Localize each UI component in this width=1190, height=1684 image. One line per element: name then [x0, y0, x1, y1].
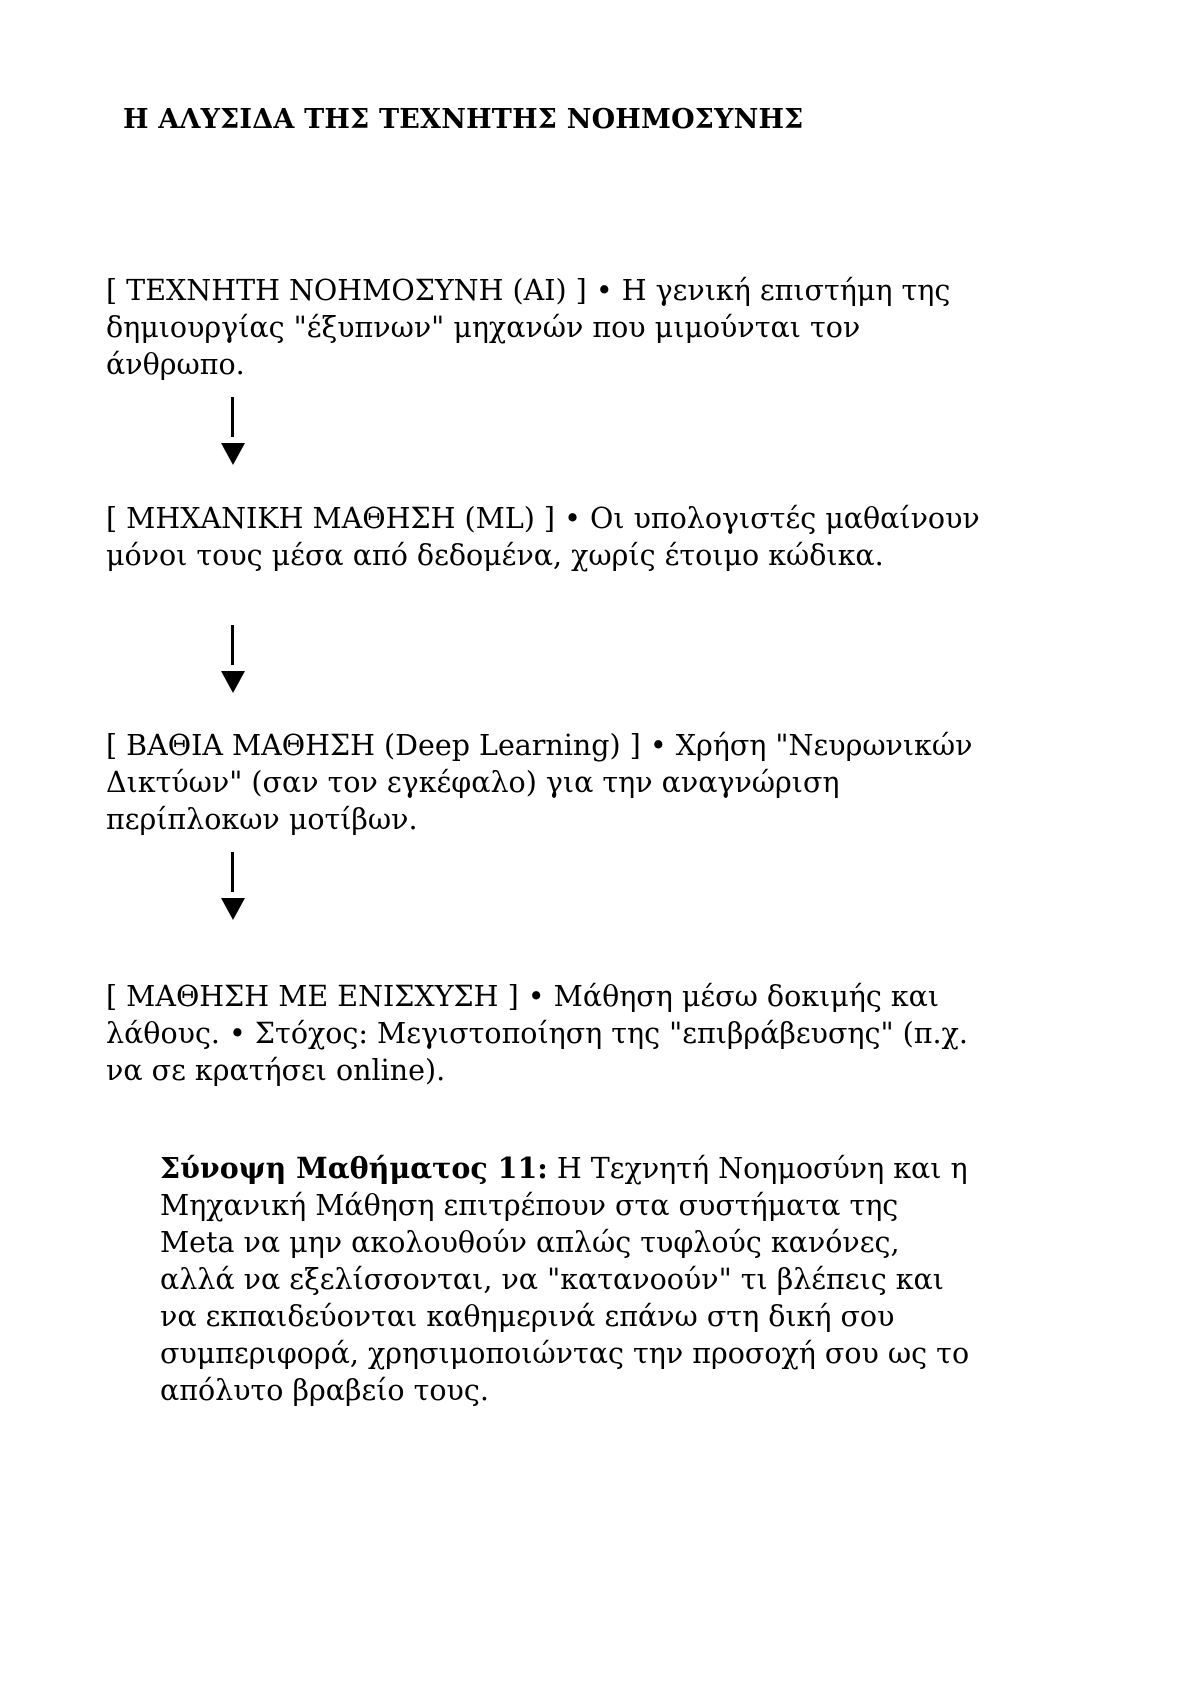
step-ai: [ ΤΕΧΝΗΤΗ ΝΟΗΜΟΣΥΝΗ (AI) ] • Η γενική επιστήμη της δημιουργίας "έξυπνων" μηχανών που μιμούνται τον άνθρωπο.: [106, 274, 951, 381]
step-reinforcement-learning: [ ΜΑΘΗΣΗ ΜΕ ΕΝΙΣΧΥΣΗ ] • Μάθηση μέσω δοκιμής και λάθους. • Στόχος: Μεγιστοποίηση της "επιβράβευσης" (π.χ. να σε κρατήσει online).: [106, 980, 968, 1087]
summary-label: Σύνοψη Μαθήματος 11:: [160, 1151, 548, 1185]
down-arrow-icon: [220, 625, 246, 697]
down-arrow-icon: [220, 397, 246, 469]
summary-text: Η Τεχνητή Νοημοσύνη και η Μηχανική Μάθηση επιτρέπουν στα συστήματα της Meta να μην ακολουθούν απλώς τυφλούς κανόνες, αλλά να εξελίσσονται, να "κατανοούν" τι βλέπεις και να εκπαιδεύονται καθημερινά επάνω στη δική σου συμπεριφορά, χρησιμοποιώντας την προσοχή σου ως το απόλυτο βραβείο τους.: [160, 1152, 970, 1407]
step-ml: [ ΜΗΧΑΝΙΚΗ ΜΑΘΗΣΗ (ML) ] • Οι υπολογιστές μαθαίνουν μόνοι τους μέσα από δεδομένα, χωρίς έτοιμο κώδικα.: [106, 502, 980, 572]
down-arrow-icon: [220, 852, 246, 924]
page-title: Η ΑΛΥΣΙΔΑ ΤΗΣ ΤΕΧΝΗΤΗΣ ΝΟΗΜΟΣΥΝΗΣ: [123, 104, 804, 135]
step-deep-learning: [ ΒΑΘΙΑ ΜΑΘΗΣΗ (Deep Learning) ] • Χρήση "Νευρωνικών Δικτύων" (σαν τον εγκέφαλο) για την αναγνώριση περίπλοκων μοτίβων.: [106, 729, 973, 836]
lesson-summary: [160, 1150, 980, 1409]
